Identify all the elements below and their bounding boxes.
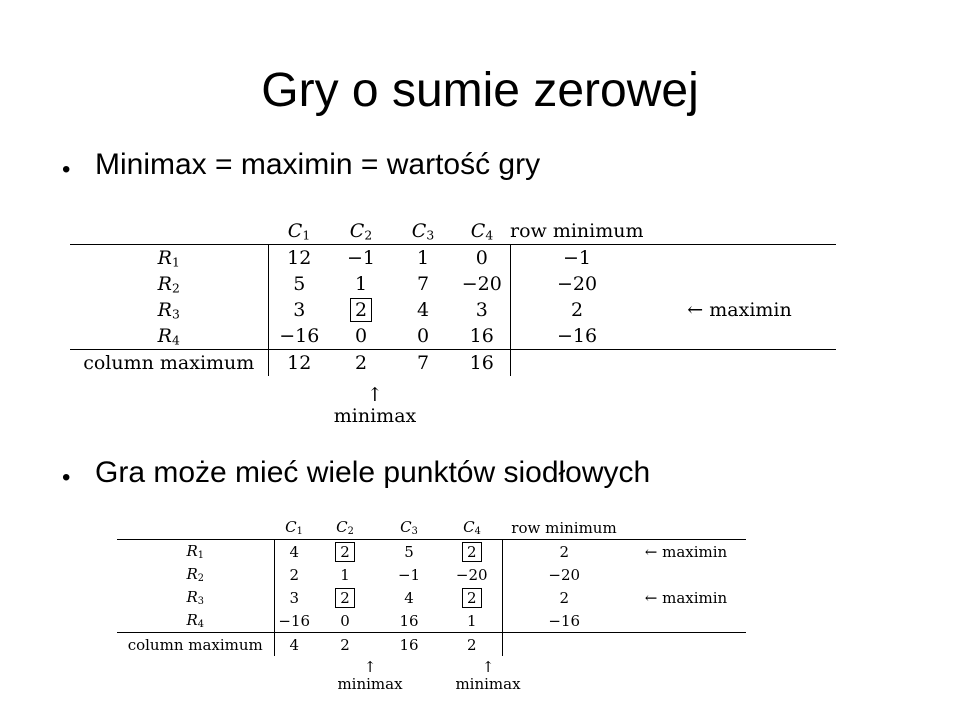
bullet-2-text: Gra może mieć wiele punktów siodłowych <box>95 456 651 489</box>
minimax-label: minimax <box>455 675 521 693</box>
column-header: $C_1$ <box>268 218 330 245</box>
table-row: $R_2$ 5 1 7 −20 −20 <box>70 271 836 297</box>
table-row: R3 3 2 4 2 2 ← maximin <box>117 586 746 609</box>
bullet-dot-icon: • <box>62 464 71 491</box>
table-row: R4 −16 0 16 1 −16 <box>117 609 746 633</box>
payoff-table-1 <box>70 218 836 376</box>
column-header: C2 <box>314 516 376 540</box>
column-header: $C_3$ <box>392 218 454 245</box>
column-header: C4 <box>442 516 502 540</box>
row-min-header: row minimum <box>510 218 644 245</box>
saddle-point-box: 2 <box>350 298 372 323</box>
column-max-row: column maximum 12 2 7 16 <box>70 350 836 377</box>
minimax-label: minimax <box>333 405 417 427</box>
marker-header <box>644 218 836 245</box>
column-header: $C_2$ <box>330 218 392 245</box>
table-row: $R_3$ 3 2 4 3 2 ← maximin <box>70 297 836 323</box>
minimax-annotation-1 <box>328 660 412 693</box>
up-arrow-icon: ↑ <box>363 658 377 676</box>
minimax-annotation <box>330 386 420 427</box>
saddle-point-box: 2 <box>462 542 482 562</box>
maximin-marker: ← maximin <box>644 588 728 607</box>
up-arrow-icon: ↑ <box>367 384 383 406</box>
table-row: R1 4 2 5 2 2 ← maximin <box>117 540 746 564</box>
table-row: $R_4$ −16 0 0 16 −16 <box>70 323 836 350</box>
marker-header <box>626 516 746 540</box>
column-max-row: column maximum 4 2 16 2 <box>117 633 746 657</box>
payoff-table-2 <box>117 516 746 656</box>
saddle-point-box: 2 <box>335 588 355 608</box>
corner-cell <box>70 218 268 245</box>
column-header: C3 <box>376 516 442 540</box>
bullet-1-text: Minimax = maximin = wartość gry <box>95 148 541 181</box>
maximin-marker: ← maximin <box>687 299 792 321</box>
corner-cell <box>117 516 274 540</box>
minimax-annotation-2 <box>446 660 530 693</box>
bullet-dot-icon: • <box>62 156 71 183</box>
table-row: $R_1$ 12 −1 1 0 −1 <box>70 245 836 272</box>
saddle-point-box: 2 <box>335 542 355 562</box>
table-row: R2 2 1 −1 −20 −20 <box>117 563 746 586</box>
slide-title: Gry o sumie zerowej <box>261 64 699 117</box>
maximin-marker: ← maximin <box>644 542 728 561</box>
minimax-label: minimax <box>337 675 403 693</box>
column-header: C1 <box>274 516 314 540</box>
row-min-header: row minimum <box>502 516 626 540</box>
up-arrow-icon: ↑ <box>481 658 495 676</box>
column-header: $C_4$ <box>454 218 510 245</box>
saddle-point-box: 2 <box>462 588 482 608</box>
